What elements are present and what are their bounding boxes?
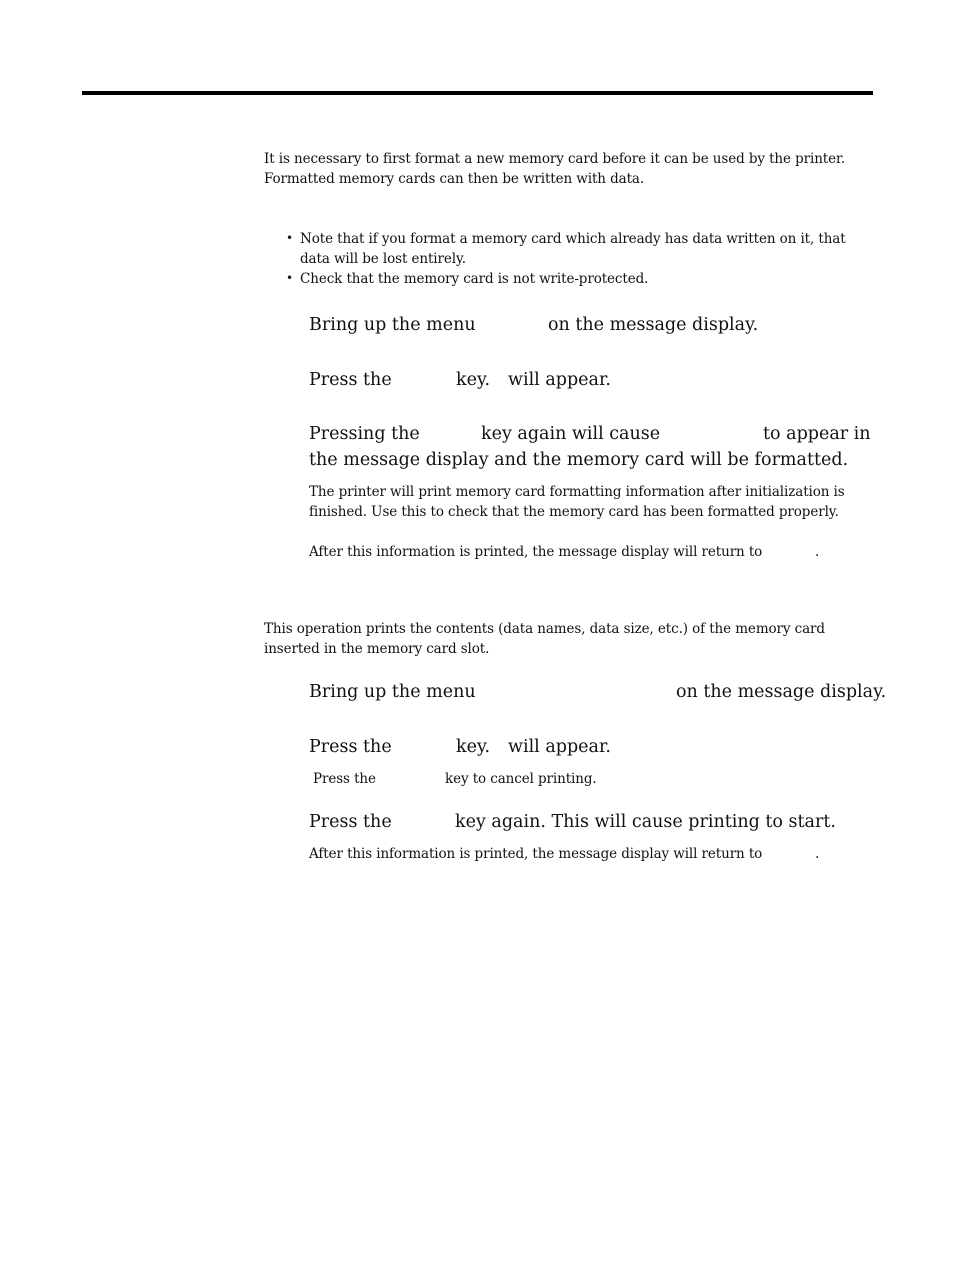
print-cancel-text-a: Press the [313,771,376,787]
format-intro-line-2: Formatted memory cards can then be written with data. [264,171,645,187]
format-step3-text-c: to appear in [763,424,871,444]
note-1-line-1: Note that if you format a memory card which already has data written on it, that [300,231,846,247]
format-step2-text-c: will appear. [508,370,611,390]
print-step3-text-b: key again. This will cause printing to start. [455,812,836,832]
note-bullet: • [286,271,294,285]
format-step3-text-a: Pressing the [309,424,420,444]
print-step2-text-b: key. [456,737,491,757]
print-step2-text-c: will appear. [508,737,611,757]
print-intro-line-1: This operation prints the contents (data names, data size, etc.) of the memory card [264,621,825,637]
note-2-line-1: Check that the memory card is not write-protected. [300,271,649,287]
format-info-line-2: finished. Use this to check that the memory card has been formatted properly. [309,504,839,520]
format-step2-text-a: Press the [309,370,392,390]
format-step2-text-b: key. [456,370,491,390]
format-step3-line-2: the message display and the memory card will be formatted. [309,450,849,470]
format-after-end: . [815,544,820,560]
print-step1-text-b: on the message display. [676,682,887,702]
format-info-line-1: The printer will print memory card formatting information after initialization is [309,484,845,500]
print-after-end: . [815,846,820,862]
format-step1-text-b: on the message display. [548,315,759,335]
format-after-text: After this information is printed, the message display will return to [309,544,763,560]
note-1-line-2: data will be lost entirely. [300,251,466,267]
header-rule [82,91,873,95]
format-step3-text-b: key again will cause [481,424,661,444]
note-bullet: • [286,231,294,245]
print-step3-text-a: Press the [309,812,392,832]
format-step1-text-a: Bring up the menu [309,315,476,335]
format-intro-line-1: It is necessary to first format a new memory card before it can be used by the printer. [264,151,846,167]
print-after-text: After this information is printed, the message display will return to [309,846,763,862]
print-step2-text-a: Press the [309,737,392,757]
print-step1-text-a: Bring up the menu [309,682,476,702]
print-cancel-text-b: key to cancel printing. [445,771,597,787]
print-intro-line-2: inserted in the memory card slot. [264,641,490,657]
